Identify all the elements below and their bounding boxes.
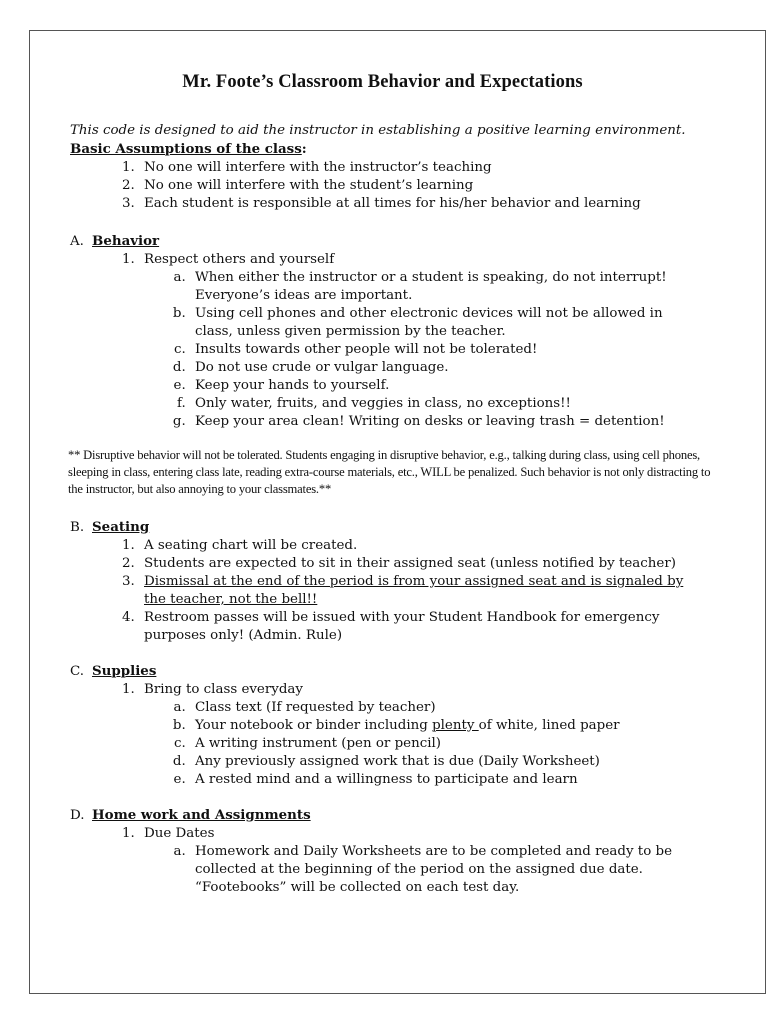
section-behavior-heading [70,232,695,251]
list-item-label: Respect others and yourself [144,252,335,267]
list-item-label: Bring to class everyday [144,682,303,697]
intro-text: This code is designed to aid the instructor in establishing a positive learning environment. [70,123,686,138]
basic-assumptions-colon: : [301,141,307,157]
homework-sublist [144,843,695,897]
basic-assumptions-list [70,159,695,213]
underlined-text: plenty [432,718,479,733]
sub-list-item: d. Any previously assigned work that is due (Daily Worksheet) [190,753,695,771]
sub-list-item: c. Insults towards other people will not be tolerated! [190,341,695,359]
sub-list-item: f. Only water, fruits, and veggies in class, no exceptions!! [190,395,695,413]
text-fragment: Your notebook or binder including [195,718,433,733]
sub-list-item: d. Do not use crude or vulgar language. [190,359,695,377]
page-title: Mr. Foote’s Classroom Behavior and Expectations [182,72,583,92]
supplies-sublist [144,699,695,789]
sub-list-item: b. Using cell phones and other electronic devices will not be allowed in class, unless given permission by the teacher. [190,305,695,341]
list-item: 1. No one will interfere with the instructor’s teaching [139,159,695,177]
section-letter: A. [70,234,84,249]
list-item: 4. Restroom passes will be issued with your Student Handbook for emergency purposes only! (Admin. Rule) [139,609,695,645]
disruptive-behavior-note: ** Disruptive behavior will not be tolerated. Students engaging in disruptive behavior, e.g., talking during class, using cell phones, sleeping in class, entering class late, reading extra-course materials, etc., WILL be penalized. Such behavior is not only distracting to the instructor, but also annoying to your classmates.** [68,448,711,496]
supplies-list [70,681,695,789]
list-item-label: Due Dates [144,826,215,841]
section-title: Home work and Assignments [92,807,311,823]
sub-list-item: g. Keep your area clean! Writing on desks or leaving trash = detention! [190,413,695,431]
sub-list-item: e. A rested mind and a willingness to participate and learn [190,771,695,789]
sub-list-item: e. Keep your hands to yourself. [190,377,695,395]
sub-list-item: a. Homework and Daily Worksheets are to be completed and ready to be collected at the beginning of the period on the assigned due date. “Footebooks” will be collected on each test day. [190,843,695,897]
sub-list-item: c. A writing instrument (pen or pencil) [190,735,695,753]
list-item: 1. A seating chart will be created. [139,537,695,555]
list-item: 2. Students are expected to sit in their assigned seat (unless notified by teacher) [139,555,695,573]
sub-list-item [190,717,695,735]
list-item-underlined-text: Dismissal at the end of the period is from your assigned seat and is signaled by the teacher, not the bell!! [144,574,684,607]
list-item [139,681,695,789]
sub-list-item: a. Class text (If requested by teacher) [190,699,695,717]
section-seating-heading [70,518,695,537]
behavior-sublist [144,269,695,431]
text-fragment: of white, lined paper [478,718,620,733]
list-item [139,825,695,897]
list-item [139,251,695,431]
document-page [29,30,766,994]
basic-assumptions-heading [70,140,695,159]
section-supplies-heading [70,662,695,681]
seating-list [70,537,695,645]
sub-list-item: a. When either the instructor or a student is speaking, do not interrupt! Everyone’s ideas are important. [190,269,695,305]
list-item [139,573,695,609]
section-letter: C. [70,664,85,679]
homework-list [70,825,695,897]
list-item: 3. Each student is responsible at all times for his/her behavior and learning [139,195,695,213]
section-letter: D. [70,808,85,823]
document-content [68,72,711,897]
section-letter: B. [70,520,85,535]
basic-assumptions-title: Basic Assumptions of the class [70,141,302,157]
behavior-list [70,251,695,431]
section-homework-heading [70,806,695,825]
section-title: Supplies [92,663,157,679]
section-title: Behavior [92,233,160,249]
section-title: Seating [92,519,150,535]
list-item: 2. No one will interfere with the student’s learning [139,177,695,195]
